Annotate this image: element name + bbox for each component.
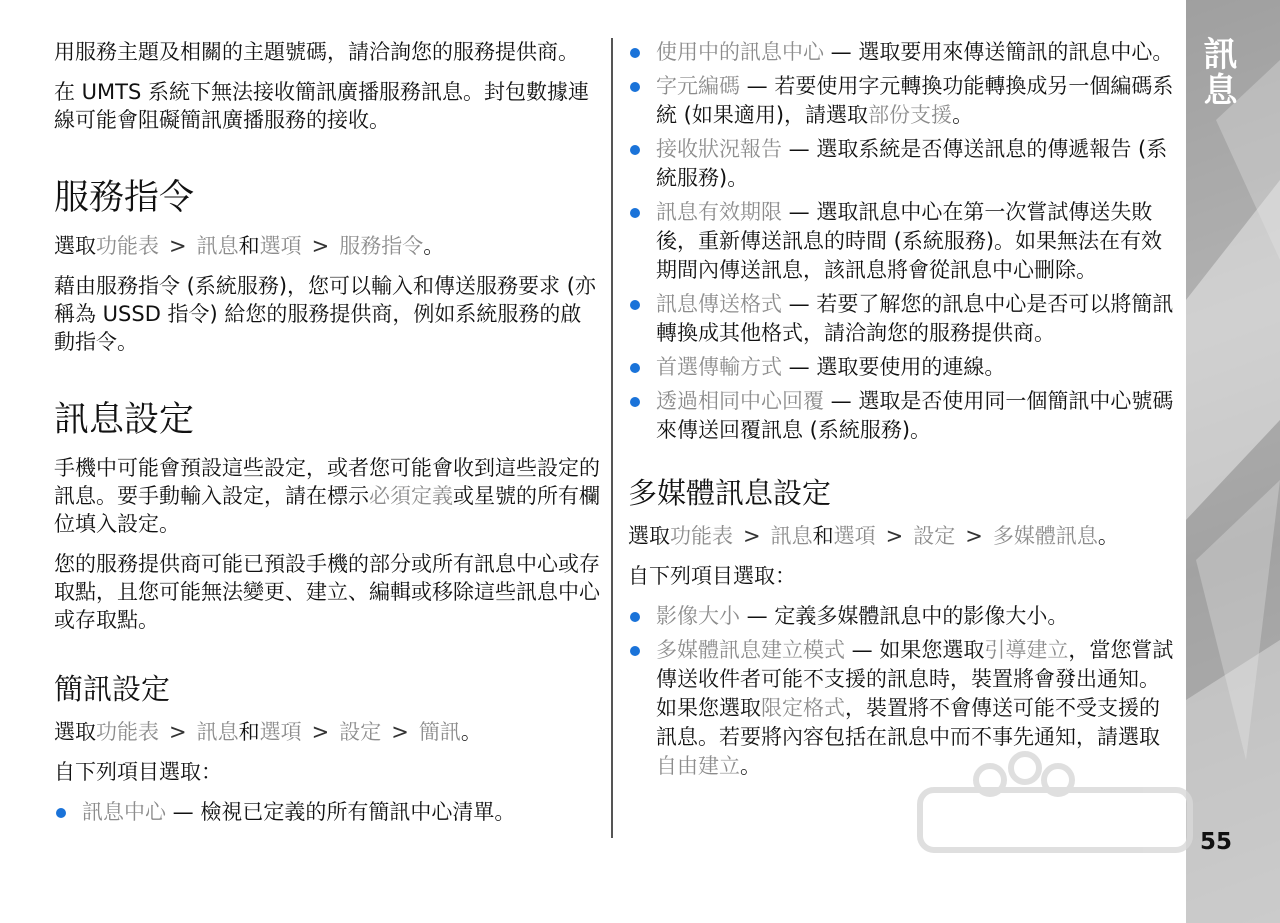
left-column [54, 38, 602, 832]
option-value: 限定格式 [761, 696, 845, 720]
bullet-icon [630, 397, 640, 407]
sidebar-decoration [1186, 0, 1280, 923]
page-number: 55 [1199, 829, 1232, 855]
list-item: 透過相同中心回覆 — 選取是否使用同一個簡訊中心號碼來傳送回覆訊息 (系統服務)。 [628, 387, 1176, 445]
menu-link-functions[interactable]: 功能表 [670, 524, 733, 548]
list-item: 訊息傳送格式 — 若要了解您的訊息中心是否可以將簡訊轉換成其他格式，請洽詢您的服務提供商。 [628, 290, 1176, 348]
list-item: 使用中的訊息中心 — 選取要用來傳送簡訊的訊息中心。 [628, 38, 1176, 67]
option-label: 訊息有效期限 [656, 200, 782, 224]
list-item: 首選傳輸方式 — 選取要使用的連線。 [628, 353, 1176, 382]
mms-settings-path: 選取功能表 > 訊息和選項 > 設定 > 多媒體訊息。 [628, 524, 1119, 548]
menu-link-mms[interactable]: 多媒體訊息 [992, 524, 1098, 548]
mms-options-list [628, 602, 1176, 781]
menu-link-functions[interactable]: 功能表 [96, 720, 159, 744]
option-value: 自由建立 [656, 754, 740, 778]
list-item: 訊息中心 — 檢視已定義的所有簡訊中心清單。 [54, 798, 602, 827]
option-label: 影像大小 [656, 604, 740, 628]
bullet-icon [56, 808, 66, 818]
menu-link-service-commands[interactable]: 服務指令 [339, 234, 424, 258]
paragraph-topics: 用服務主題及相關的主題號碼，請洽詢您的服務提供商。 [54, 40, 579, 64]
menu-link-functions[interactable]: 功能表 [96, 234, 159, 258]
bullet-icon [630, 145, 640, 155]
bullet-icon [630, 208, 640, 218]
chapter-title: 訊息 [1197, 36, 1237, 108]
choose-intro: 自下列項目選取： [628, 564, 796, 588]
settings-paragraph-2: 您的服務提供商可能已預設手機的部分或所有訊息中心或存取點，且您可能無法變更、建立、編輯或移除這些訊息中心或存取點。 [54, 552, 600, 632]
list-item: 訊息有效期限 — 選取訊息中心在第一次嘗試傳送失敗後，重新傳送訊息的時間 (系統服務)。如果無法在有效期間內傳送訊息，該訊息將會從訊息中心刪除。 [628, 198, 1176, 285]
bullet-icon [630, 646, 640, 656]
settings-paragraph-1: 手機中可能會預設這些設定，或者您可能會收到這些設定的訊息。要手動輸入設定，請在標示必須定義或星號的所有欄位填入設定。 [54, 456, 600, 536]
option-label: 透過相同中心回覆 [656, 389, 824, 413]
heading-sms-settings: 簡訊設定 [54, 672, 171, 706]
option-value: 引導建立 [984, 638, 1069, 662]
bullet-icon [630, 612, 640, 622]
sms-options-list-continued [628, 38, 1176, 445]
menu-link-settings[interactable]: 設定 [913, 524, 956, 548]
list-item: 字元編碼 — 若要使用字元轉換功能轉換成另一個編碼系統 (如果適用)，請選取部份支援。 [628, 72, 1176, 130]
option-label: 字元編碼 [656, 74, 740, 98]
column-divider [611, 38, 613, 838]
menu-link-sms[interactable]: 簡訊 [418, 720, 461, 744]
service-commands-path: 選取功能表 > 訊息和選項 > 服務指令。 [54, 234, 445, 258]
option-label: 訊息傳送格式 [656, 292, 782, 316]
menu-link-messages[interactable]: 訊息 [770, 524, 813, 548]
sms-settings-path: 選取功能表 > 訊息和選項 > 設定 > 簡訊。 [54, 720, 482, 744]
bullet-icon [630, 363, 640, 373]
bullet-icon [630, 48, 640, 58]
option-value: 部份支援 [868, 103, 953, 127]
service-commands-description: 藉由服務指令 (系統服務)，您可以輸入和傳送服務要求 (亦稱為 USSD 指令) 給您的服務提供商，例如系統服務的啟動指令。 [54, 274, 596, 354]
list-item: 多媒體訊息建立模式 — 如果您選取引導建立，當您嘗試傳送收件者可能不支援的訊息時，裝置將會發出通知。如果您選取限定格式，裝置將不會傳送可能不受支援的訊息。若要將內容包括在訊息中而不事先通知，請選取自由建立。 [628, 636, 1176, 781]
list-item: 接收狀況報告 — 選取系統是否傳送訊息的傳遞報告 (系統服務)。 [628, 135, 1176, 193]
menu-link-messages[interactable]: 訊息 [196, 234, 239, 258]
chapter-sidebar [1186, 0, 1280, 923]
option-label: 使用中的訊息中心 [656, 40, 824, 64]
menu-link-options[interactable]: 選項 [259, 720, 302, 744]
option-label: 多媒體訊息建立模式 [656, 638, 845, 662]
right-column [628, 38, 1176, 786]
list-item: 影像大小 — 定義多媒體訊息中的影像大小。 [628, 602, 1176, 631]
bullet-icon [630, 82, 640, 92]
menu-link-options[interactable]: 選項 [833, 524, 876, 548]
heading-mms-settings: 多媒體訊息設定 [628, 476, 832, 510]
heading-service-commands: 服務指令 [54, 178, 195, 218]
choose-intro: 自下列項目選取： [54, 760, 222, 784]
option-message-center: 訊息中心 [82, 800, 166, 824]
paragraph-umts: 在 UMTS 系統下無法接收簡訊廣播服務訊息。封包數據連線可能會阻礙簡訊廣播服務的接收。 [54, 80, 589, 132]
option-label: 首選傳輸方式 [656, 355, 782, 379]
must-define-term: 必須定義 [369, 484, 453, 508]
heading-message-settings: 訊息設定 [54, 400, 195, 440]
sms-options-list [54, 798, 602, 827]
option-label: 接收狀況報告 [656, 137, 782, 161]
menu-link-messages[interactable]: 訊息 [196, 720, 239, 744]
menu-link-settings[interactable]: 設定 [339, 720, 382, 744]
menu-link-options[interactable]: 選項 [259, 234, 302, 258]
bullet-icon [630, 300, 640, 310]
